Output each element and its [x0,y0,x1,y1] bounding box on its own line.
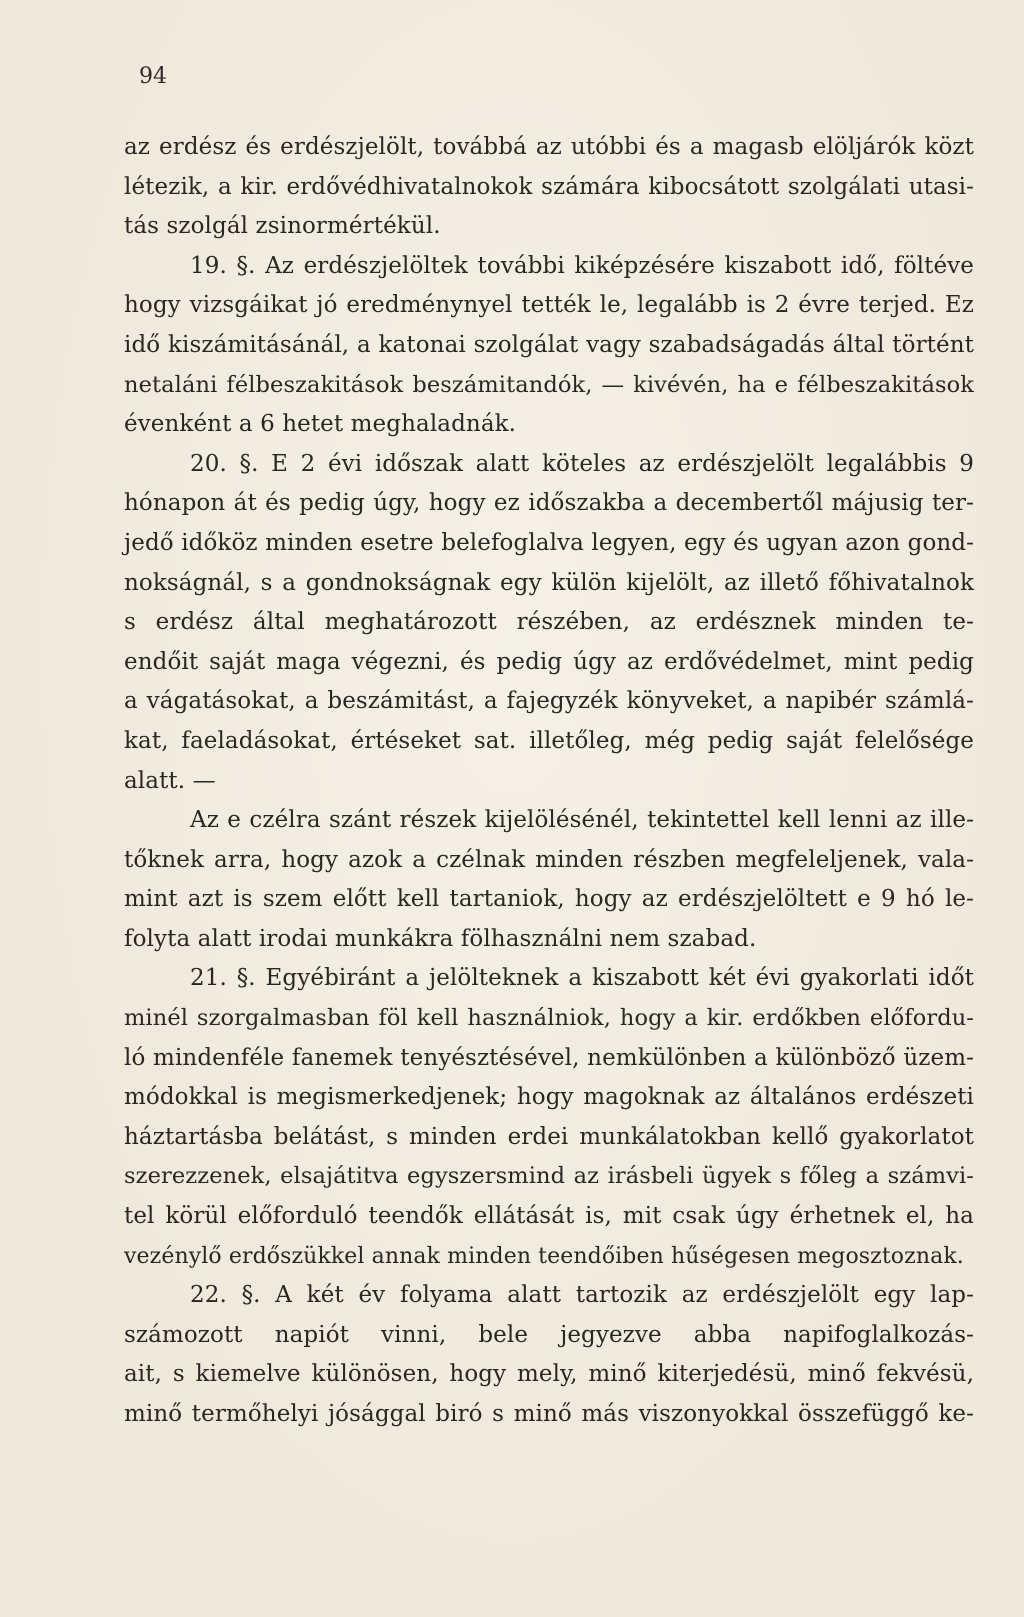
text-line: jedő időköz minden esetre belefoglalva legyen, egy és ugyan azon gond- [124,529,974,556]
text-line: s erdész által meghatározott részében, az erdésznek minden te- [124,609,974,636]
text-line: tőknek arra, hogy azok a czélnak minden részben megfeleljenek, vala- [124,846,974,873]
text-line: 21. §. Egyébiránt a jelölteknek a kiszabott két évi gyakorlati időt [190,965,974,992]
text-line: endőit saját maga végezni, és pedig úgy az erdővédelmet, mint pedig [124,648,974,675]
text-line: az erdész és erdészjelölt, továbbá az utóbbi és a magasb elöljárók közt [124,134,974,160]
text-line: alatt. — [124,767,216,794]
text-line: a vágatásokat, a beszámitást, a fajegyzék könyveket, a napibér számlá- [124,688,974,715]
text-line: 19. §. Az erdészjelöltek további kiképzésére kiszabott idő, föltéve [190,252,974,279]
text-line: ait, s kiemelve különösen, hogy mely, minő kiterjedésü, minő fekvésü, [124,1361,974,1388]
text-line: hogy vizsgáikat jó eredménynyel tették le, legalább is 2 évre terjed. Ez [124,292,974,319]
text-line: Az e czélra szánt részek kijelölésénél, tekintettel kell lenni az ille- [190,807,974,834]
text-line: létezik, a kir. erdővédhivatalnokok számára kibocsátott szolgálati utasi- [124,173,974,200]
text-line: kat, faeladásokat, értéseket sat. illetőleg, még pedig saját felelősége [124,727,974,754]
text-line: számozott napiót vinni, bele jegyezve abba napifoglalkozás- [124,1321,974,1348]
text-line: mint azt is szem előtt kell tartaniok, hogy az erdészjelöltett e 9 hó le- [124,886,974,913]
text-line: idő kiszámitásánál, a katonai szolgálat vagy szabadságadás által történt [124,331,974,358]
text-line: módokkal is megismerkedjenek; hogy magoknak az általános erdészeti [124,1084,974,1111]
text-line: nokságnál, s a gondnokságnak egy külön kijelölt, az illető főhivatalnok [124,569,974,596]
text-line: folyta alatt irodai munkákra fölhasználni nem szabad. [124,925,757,952]
text-line: tás szolgál zsinormértékül. [124,213,441,240]
text-line: 20. §. E 2 évi időszak alatt köteles az erdészjelölt legalábbis 9 [190,450,974,477]
text-line: háztartásba belátást, s minden erdei munkálatokban kellő gyakorlatot [124,1123,974,1150]
text-line: 22. §. A két év folyama alatt tartozik az erdészjelölt egy lap- [190,1282,974,1309]
text-line: ló mindenféle fanemek tenyésztésével, nemkülönben a különböző üzem- [124,1044,974,1071]
text-line: hónapon át és pedig úgy, hogy ez időszakba a decembertől májusig ter- [124,490,974,517]
page-number: 94 [139,64,167,89]
body-text [124,128,974,1435]
text-line: netaláni félbeszakitások beszámitandók, — kivévén, ha e félbeszakitások [124,371,974,398]
text-line: tel körül előforduló teendők ellátását is, mit csak úgy érhetnek el, ha [124,1203,974,1230]
text-line: minő termőhelyi jósággal biró s minő más viszonyokkal összefüggő ke- [124,1401,974,1427]
text-line: szerezzenek, elsajátitva egyszersmind az irásbeli ügyek s főleg a számvi- [124,1163,974,1190]
text-line: évenként a 6 hetet meghaladnák. [124,411,517,438]
text-line: minél szorgalmasban föl kell használniok, hogy a kir. erdőkben előfordu- [124,1005,974,1032]
text-line: vezénylő erdőszükkel annak minden teendőiben hűségesen megosztoznak. [124,1243,964,1269]
